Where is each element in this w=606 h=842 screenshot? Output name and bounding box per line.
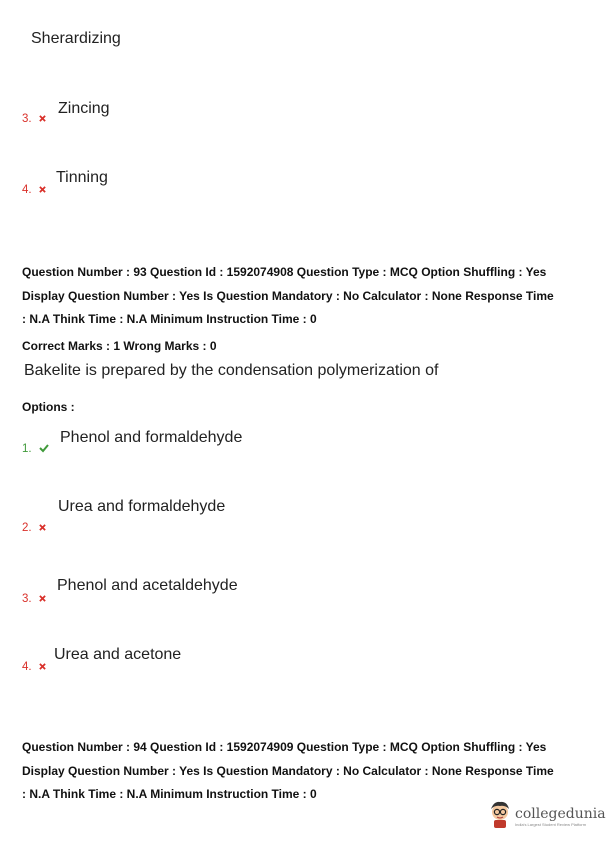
option-number (22, 522, 46, 534)
logo-tagline: India's Largest Student Review Platform (515, 822, 587, 827)
option-number (22, 661, 46, 673)
cross-icon (39, 593, 46, 605)
option-text: Phenol and formaldehyde (60, 429, 243, 446)
check-icon (39, 443, 49, 455)
option-number (22, 443, 49, 455)
student-mascot-icon (488, 799, 512, 834)
logo-name: collegedunia (515, 806, 606, 822)
option-number-label: 3. (22, 593, 32, 605)
option-number-label: 3. (22, 113, 32, 125)
cross-icon (39, 113, 46, 125)
meta-line: Display Question Number : Yes Is Question Mandatory : No Calculator : None Response Time (22, 763, 554, 778)
option-number (22, 113, 46, 125)
option-text: Urea and formaldehyde (58, 498, 226, 515)
options-label: Options : (22, 400, 75, 414)
option-text: Urea and acetone (54, 646, 182, 663)
meta-line: Display Question Number : Yes Is Question Mandatory : No Calculator : None Response Time (22, 288, 554, 303)
question-93-meta (22, 261, 554, 332)
question-94-meta (22, 736, 554, 807)
meta-line: : N.A Think Time : N.A Minimum Instruction Time : 0 (22, 312, 317, 326)
option-number-label: 4. (22, 661, 32, 673)
cross-icon (39, 661, 46, 673)
meta-line: Question Number : 94 Question Id : 1592074909 Question Type : MCQ Option Shuffling : Yes (22, 740, 547, 754)
meta-line: Question Number : 93 Question Id : 1592074908 Question Type : MCQ Option Shuffling : Yes (22, 265, 547, 279)
option-text: Tinning (56, 169, 108, 186)
option-text: Phenol and acetaldehyde (57, 577, 238, 594)
option-number (22, 593, 46, 605)
meta-line: : N.A Think Time : N.A Minimum Instruction Time : 0 (22, 787, 317, 801)
option-number-label: 2. (22, 522, 32, 534)
option-number-label: 1. (22, 443, 32, 455)
option-number (22, 184, 46, 196)
option-text: Sherardizing (31, 30, 121, 47)
collegedunia-logo (488, 799, 606, 834)
option-text: Zincing (58, 100, 110, 117)
cross-icon (39, 184, 46, 196)
cross-icon (39, 522, 46, 534)
option-number-label: 4. (22, 184, 32, 196)
marks-line: Correct Marks : 1 Wrong Marks : 0 (22, 339, 217, 353)
question-text: Bakelite is prepared by the condensation polymerization of (24, 362, 439, 379)
